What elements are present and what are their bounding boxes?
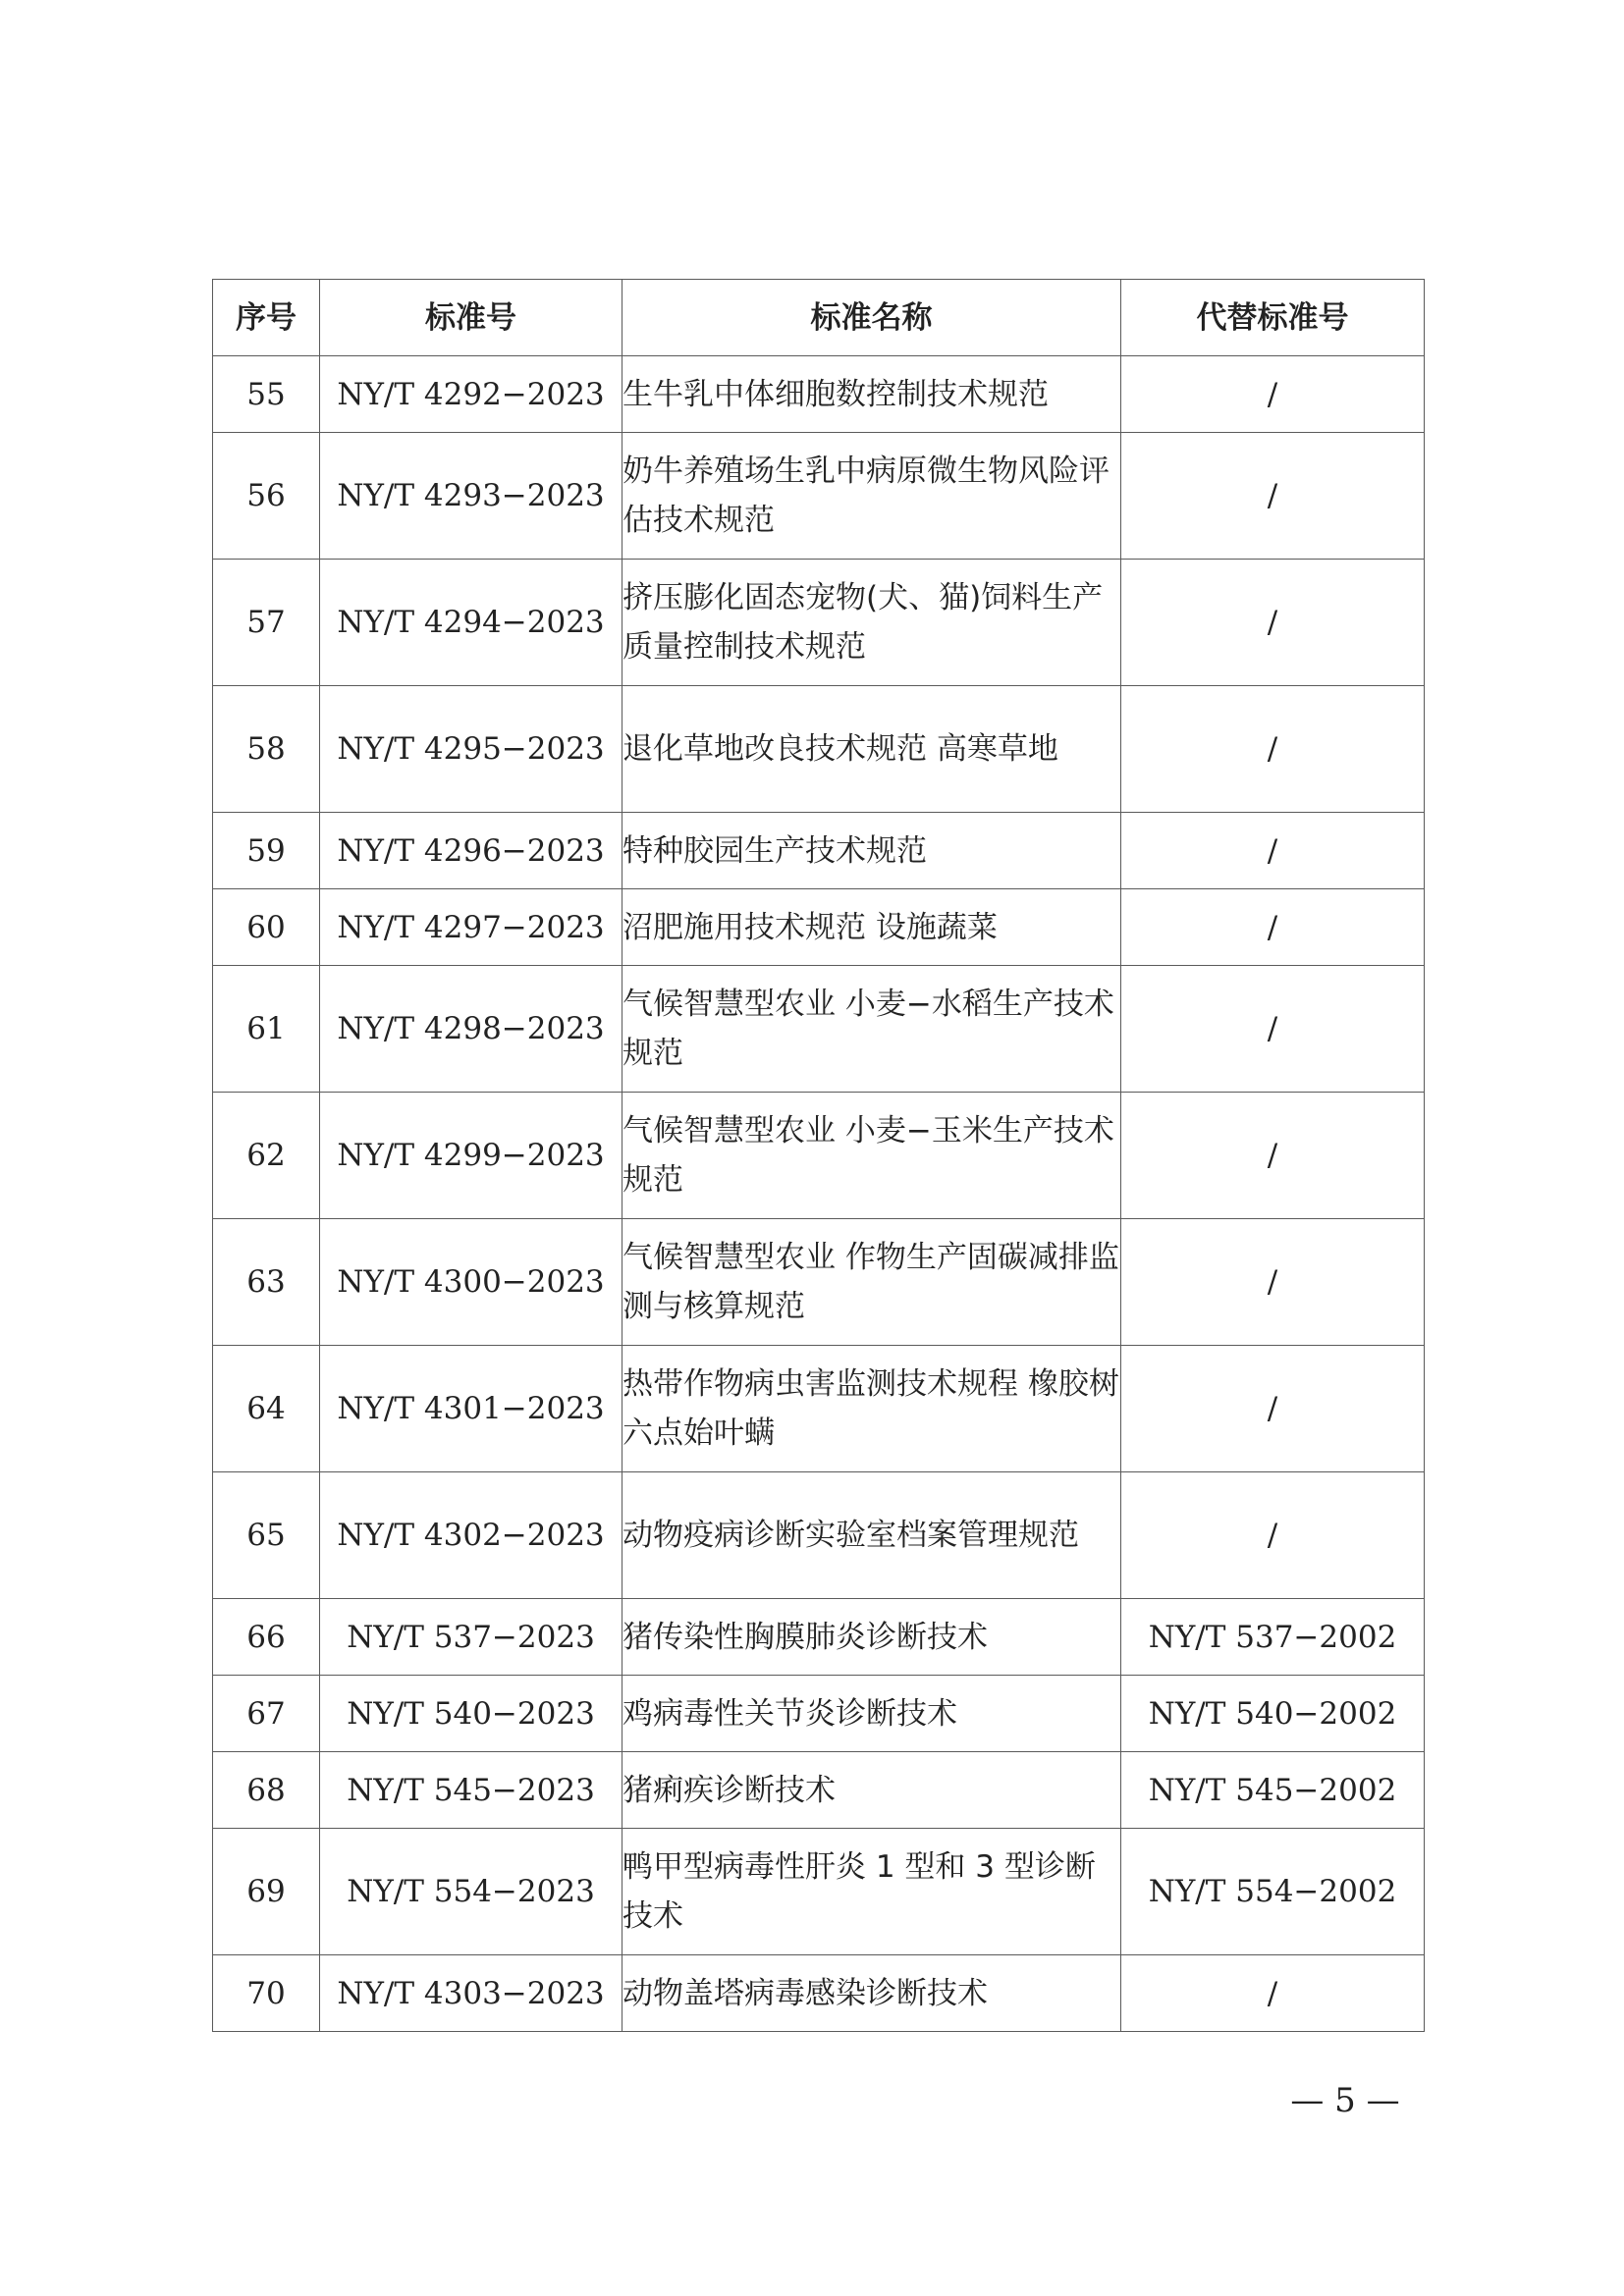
cell-replaced-standard: NY/T 537−2002 bbox=[1121, 1599, 1425, 1676]
cell-replaced-standard: / bbox=[1121, 966, 1425, 1093]
cell-standard-code: NY/T 545−2023 bbox=[320, 1752, 623, 1829]
cell-replaced-standard: / bbox=[1121, 356, 1425, 433]
page-number: — 5 — bbox=[1290, 2081, 1400, 2120]
cell-replaced-standard: / bbox=[1121, 889, 1425, 966]
standards-table bbox=[212, 279, 1425, 2032]
cell-replaced-standard: / bbox=[1121, 1955, 1425, 2032]
cell-serial-number: 63 bbox=[213, 1219, 320, 1346]
cell-standard-name: 奶牛养殖场生乳中病原微生物风险评估技术规范 bbox=[623, 433, 1121, 560]
cell-standard-name: 鸭甲型病毒性肝炎 1 型和 3 型诊断技术 bbox=[623, 1829, 1121, 1955]
cell-standard-name: 生牛乳中体细胞数控制技术规范 bbox=[623, 356, 1121, 433]
cell-standard-code: NY/T 4292−2023 bbox=[320, 356, 623, 433]
cell-standard-name: 动物盖塔病毒感染诊断技术 bbox=[623, 1955, 1121, 2032]
cell-replaced-standard: / bbox=[1121, 1346, 1425, 1472]
table-header-row bbox=[213, 280, 1425, 356]
cell-replaced-standard: / bbox=[1121, 1219, 1425, 1346]
cell-serial-number: 70 bbox=[213, 1955, 320, 2032]
table-row bbox=[213, 1955, 1425, 2032]
cell-serial-number: 55 bbox=[213, 356, 320, 433]
header-replaced-standard: 代替标准号 bbox=[1121, 280, 1425, 356]
cell-serial-number: 66 bbox=[213, 1599, 320, 1676]
cell-standard-name: 挤压膨化固态宠物(犬、猫)饲料生产质量控制技术规范 bbox=[623, 560, 1121, 686]
table-row bbox=[213, 1472, 1425, 1599]
table-row bbox=[213, 1346, 1425, 1472]
cell-standard-code: NY/T 4293−2023 bbox=[320, 433, 623, 560]
cell-standard-code: NY/T 4294−2023 bbox=[320, 560, 623, 686]
cell-replaced-standard: NY/T 554−2002 bbox=[1121, 1829, 1425, 1955]
cell-standard-name: 猪传染性胸膜肺炎诊断技术 bbox=[623, 1599, 1121, 1676]
table-row bbox=[213, 560, 1425, 686]
cell-standard-name: 热带作物病虫害监测技术规程 橡胶树六点始叶螨 bbox=[623, 1346, 1121, 1472]
cell-replaced-standard: / bbox=[1121, 560, 1425, 686]
cell-standard-code: NY/T 4298−2023 bbox=[320, 966, 623, 1093]
cell-serial-number: 58 bbox=[213, 686, 320, 813]
cell-standard-code: NY/T 4300−2023 bbox=[320, 1219, 623, 1346]
cell-serial-number: 68 bbox=[213, 1752, 320, 1829]
table-row bbox=[213, 1599, 1425, 1676]
cell-standard-code: NY/T 4299−2023 bbox=[320, 1093, 623, 1219]
table-row bbox=[213, 356, 1425, 433]
cell-serial-number: 62 bbox=[213, 1093, 320, 1219]
table-row bbox=[213, 686, 1425, 813]
cell-serial-number: 67 bbox=[213, 1676, 320, 1752]
header-serial-number: 序号 bbox=[213, 280, 320, 356]
cell-standard-name: 特种胶园生产技术规范 bbox=[623, 813, 1121, 889]
cell-replaced-standard: / bbox=[1121, 1093, 1425, 1219]
cell-standard-code: NY/T 4297−2023 bbox=[320, 889, 623, 966]
cell-replaced-standard: NY/T 545−2002 bbox=[1121, 1752, 1425, 1829]
cell-standard-name: 气候智慧型农业 作物生产固碳减排监测与核算规范 bbox=[623, 1219, 1121, 1346]
table-row bbox=[213, 889, 1425, 966]
cell-serial-number: 65 bbox=[213, 1472, 320, 1599]
cell-replaced-standard: / bbox=[1121, 686, 1425, 813]
cell-standard-code: NY/T 554−2023 bbox=[320, 1829, 623, 1955]
cell-replaced-standard: / bbox=[1121, 1472, 1425, 1599]
table-row bbox=[213, 1093, 1425, 1219]
cell-standard-code: NY/T 537−2023 bbox=[320, 1599, 623, 1676]
cell-standard-code: NY/T 4296−2023 bbox=[320, 813, 623, 889]
cell-serial-number: 60 bbox=[213, 889, 320, 966]
cell-standard-name: 气候智慧型农业 小麦−水稻生产技术规范 bbox=[623, 966, 1121, 1093]
cell-standard-name: 动物疫病诊断实验室档案管理规范 bbox=[623, 1472, 1121, 1599]
cell-replaced-standard: / bbox=[1121, 813, 1425, 889]
cell-serial-number: 57 bbox=[213, 560, 320, 686]
cell-standard-name: 猪痢疾诊断技术 bbox=[623, 1752, 1121, 1829]
cell-standard-code: NY/T 4303−2023 bbox=[320, 1955, 623, 2032]
cell-standard-name: 沼肥施用技术规范 设施蔬菜 bbox=[623, 889, 1121, 966]
cell-standard-code: NY/T 4301−2023 bbox=[320, 1346, 623, 1472]
cell-standard-code: NY/T 4302−2023 bbox=[320, 1472, 623, 1599]
cell-serial-number: 69 bbox=[213, 1829, 320, 1955]
cell-standard-name: 气候智慧型农业 小麦−玉米生产技术规范 bbox=[623, 1093, 1121, 1219]
table-row bbox=[213, 1752, 1425, 1829]
cell-standard-name: 退化草地改良技术规范 高寒草地 bbox=[623, 686, 1121, 813]
table-row bbox=[213, 813, 1425, 889]
table-row bbox=[213, 1219, 1425, 1346]
table-row bbox=[213, 433, 1425, 560]
cell-serial-number: 61 bbox=[213, 966, 320, 1093]
table-row bbox=[213, 1676, 1425, 1752]
table-row bbox=[213, 966, 1425, 1093]
cell-serial-number: 56 bbox=[213, 433, 320, 560]
cell-standard-code: NY/T 4295−2023 bbox=[320, 686, 623, 813]
cell-replaced-standard: NY/T 540−2002 bbox=[1121, 1676, 1425, 1752]
cell-serial-number: 64 bbox=[213, 1346, 320, 1472]
cell-replaced-standard: / bbox=[1121, 433, 1425, 560]
cell-standard-name: 鸡病毒性关节炎诊断技术 bbox=[623, 1676, 1121, 1752]
table-row bbox=[213, 1829, 1425, 1955]
cell-standard-code: NY/T 540−2023 bbox=[320, 1676, 623, 1752]
cell-serial-number: 59 bbox=[213, 813, 320, 889]
header-standard-name: 标准名称 bbox=[623, 280, 1121, 356]
header-standard-code: 标准号 bbox=[320, 280, 623, 356]
